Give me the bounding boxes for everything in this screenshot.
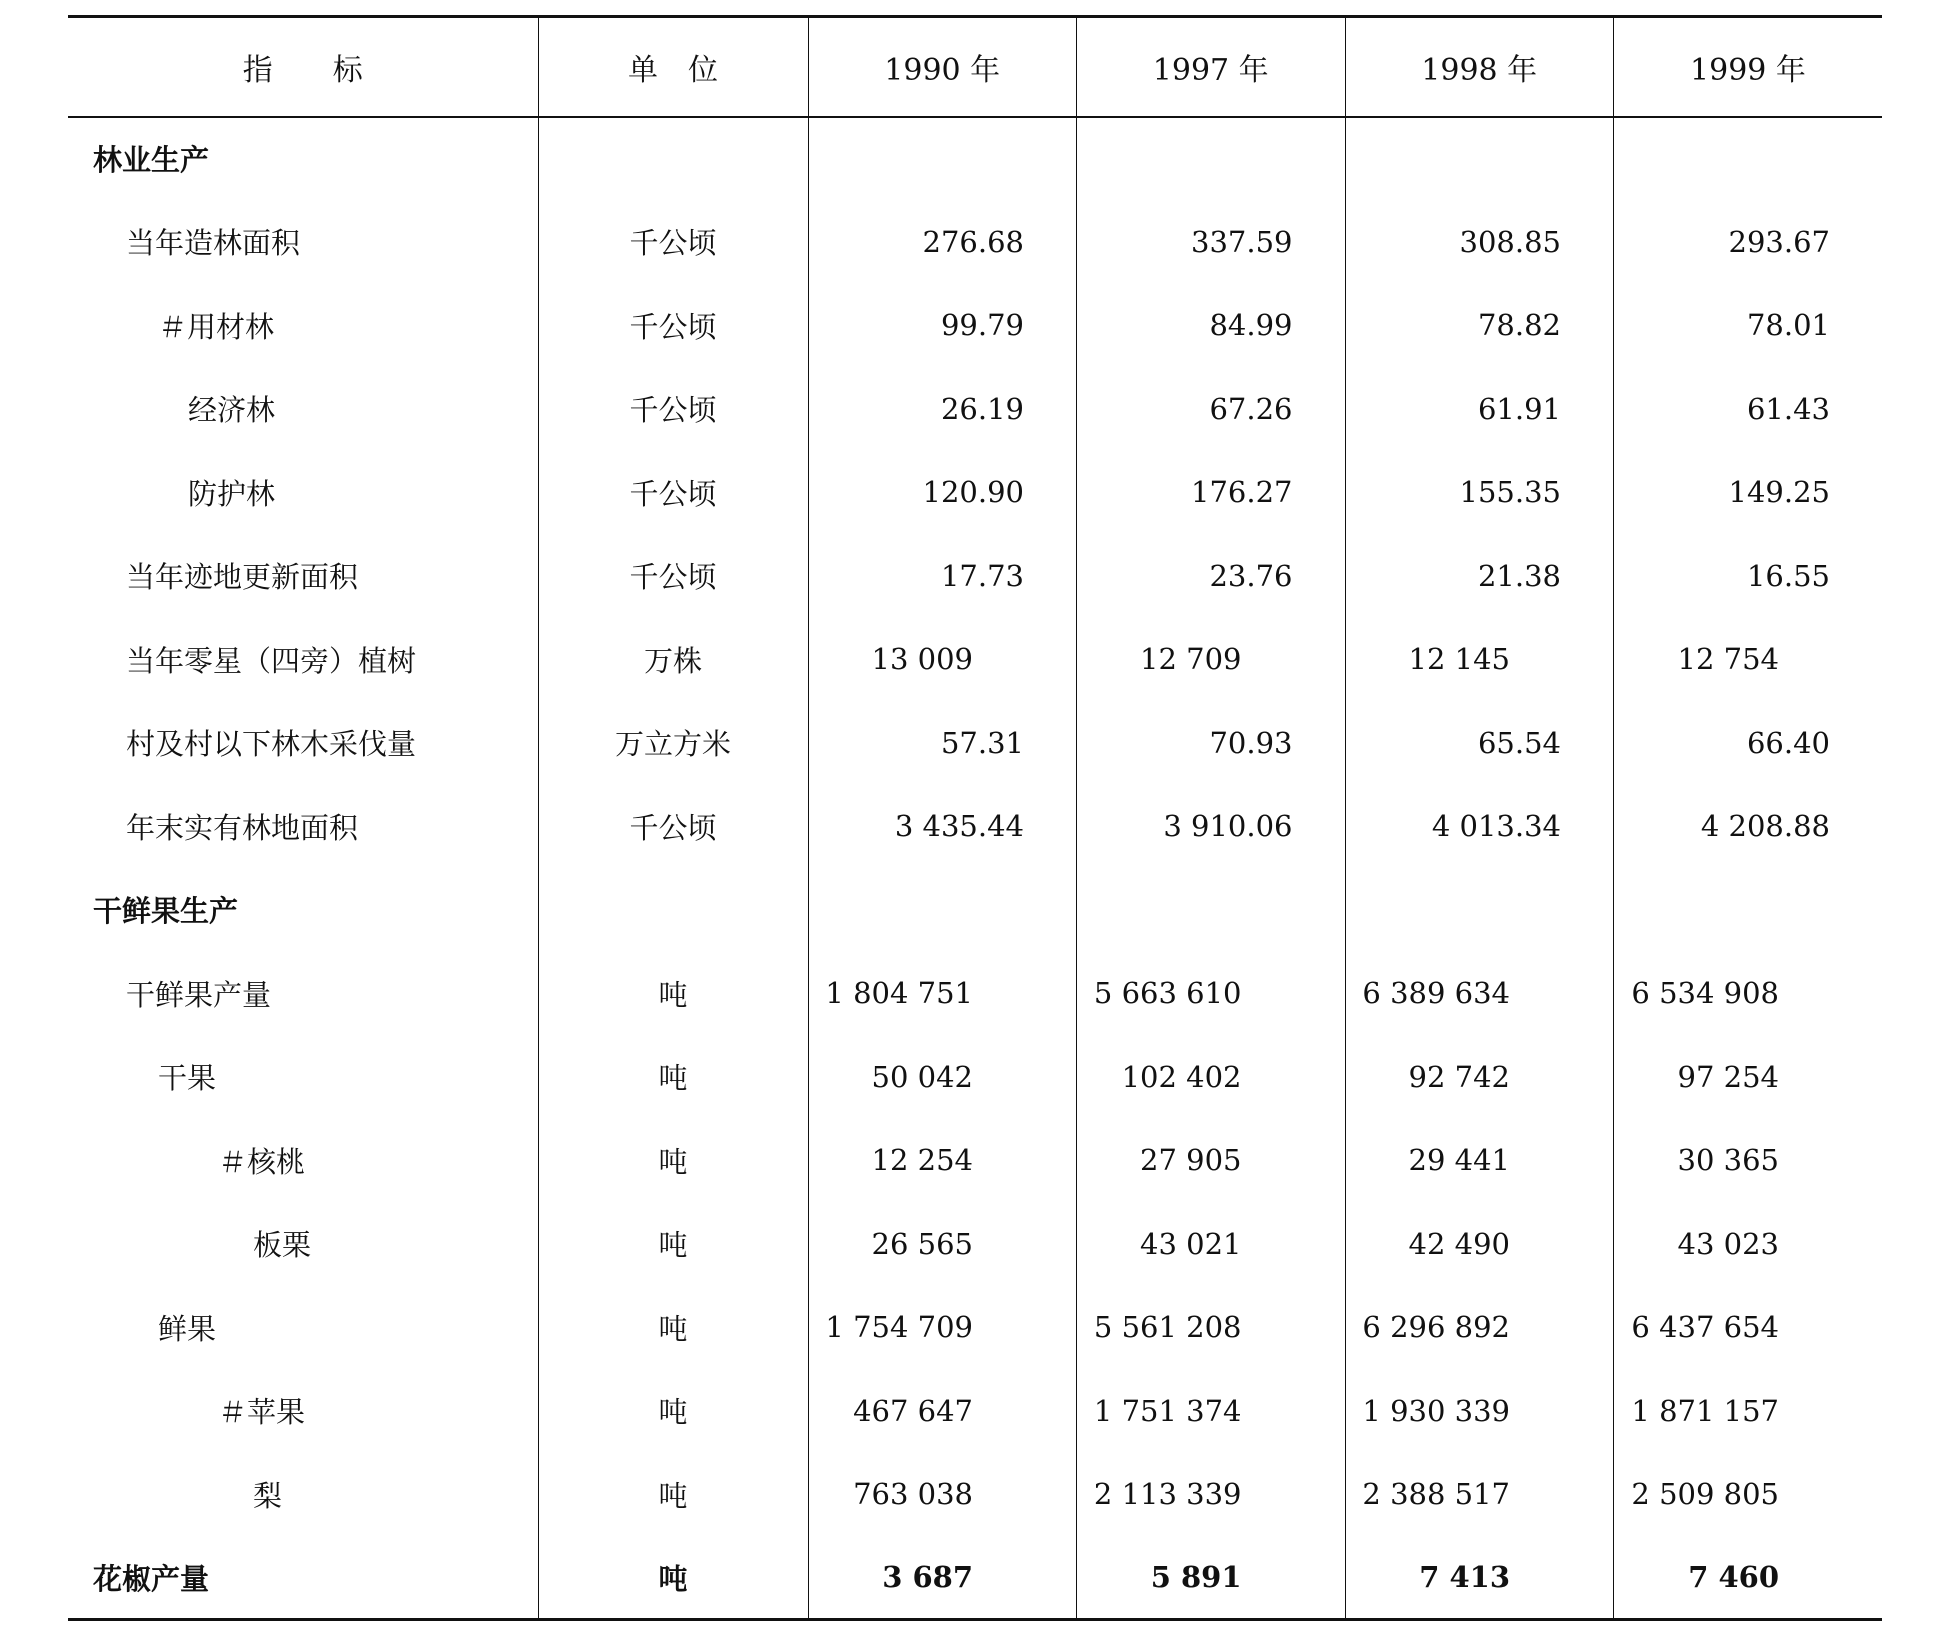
value-1999: 293.67 bbox=[1614, 200, 1883, 284]
table-cell bbox=[808, 117, 1077, 201]
value-1998: 155.35 bbox=[1345, 451, 1614, 535]
row-indicator: 经济林 bbox=[188, 393, 276, 428]
row-indicator: 年末实有林地面积 bbox=[126, 810, 359, 845]
value-1990: 763 038 bbox=[808, 1453, 1077, 1537]
value-1990: 276.68 bbox=[808, 200, 1077, 284]
value-1997: 3 910.06 bbox=[1077, 785, 1346, 869]
row-unit: 千公顷 bbox=[538, 451, 808, 535]
header-unit: 单 位 bbox=[538, 17, 808, 117]
value-1998: 6 389 634 bbox=[1345, 952, 1614, 1036]
table-header bbox=[68, 17, 1882, 117]
row-unit: 吨 bbox=[538, 1453, 808, 1537]
value-1990: 120.90 bbox=[808, 451, 1077, 535]
table-row bbox=[68, 534, 1882, 618]
value-1999: 2 509 805 bbox=[1614, 1453, 1883, 1537]
value-1990: 57.31 bbox=[808, 701, 1077, 785]
value-1999: 4 208.88 bbox=[1614, 785, 1883, 869]
table-cell bbox=[808, 868, 1077, 952]
header-year-1997: 1997 年 bbox=[1077, 17, 1346, 117]
value-1997: 5 891 bbox=[1077, 1536, 1346, 1620]
table-cell bbox=[1077, 868, 1346, 952]
value-1998: 12 145 bbox=[1345, 618, 1614, 702]
table-row bbox=[68, 1035, 1882, 1119]
table-row bbox=[68, 200, 1882, 284]
value-1997: 5 561 208 bbox=[1077, 1286, 1346, 1370]
value-1998: 61.91 bbox=[1345, 367, 1614, 451]
value-1990: 1 804 751 bbox=[808, 952, 1077, 1036]
value-1999: 12 754 bbox=[1614, 618, 1883, 702]
value-1999: 6 437 654 bbox=[1614, 1286, 1883, 1370]
section-row bbox=[68, 117, 1882, 201]
value-1998: 7 413 bbox=[1345, 1536, 1614, 1620]
row-unit: 吨 bbox=[538, 952, 808, 1036]
value-1998: 4 013.34 bbox=[1345, 785, 1614, 869]
table-row bbox=[68, 1453, 1882, 1537]
row-unit: 千公顷 bbox=[538, 284, 808, 368]
table-row bbox=[68, 785, 1882, 869]
value-1998: 6 296 892 bbox=[1345, 1286, 1614, 1370]
value-1990: 3 435.44 bbox=[808, 785, 1077, 869]
value-1990: 99.79 bbox=[808, 284, 1077, 368]
value-1998: 29 441 bbox=[1345, 1119, 1614, 1203]
value-1998: 65.54 bbox=[1345, 701, 1614, 785]
row-indicator: 梨 bbox=[253, 1478, 283, 1513]
table-cell bbox=[1345, 868, 1614, 952]
table-cell bbox=[1614, 868, 1883, 952]
row-indicator: 当年零星（四旁）植树 bbox=[126, 643, 417, 678]
value-1999: 30 365 bbox=[1614, 1119, 1883, 1203]
value-1997: 176.27 bbox=[1077, 451, 1346, 535]
row-indicator: ＃苹果 bbox=[218, 1395, 306, 1430]
table-row bbox=[68, 1286, 1882, 1370]
row-indicator: 花椒产量 bbox=[68, 1536, 538, 1620]
table-row bbox=[68, 952, 1882, 1036]
table-row bbox=[68, 701, 1882, 785]
row-unit: 万立方米 bbox=[538, 701, 808, 785]
value-1997: 2 113 339 bbox=[1077, 1453, 1346, 1537]
row-indicator: 林业生产 bbox=[93, 143, 210, 178]
value-1990: 1 754 709 bbox=[808, 1286, 1077, 1370]
value-1990: 26 565 bbox=[808, 1202, 1077, 1286]
value-1998: 42 490 bbox=[1345, 1202, 1614, 1286]
row-unit: 吨 bbox=[538, 1202, 808, 1286]
row-indicator: 板栗 bbox=[253, 1228, 312, 1263]
row-indicator: ＃用材林 bbox=[158, 309, 275, 344]
row-unit: 千公顷 bbox=[538, 534, 808, 618]
table-cell bbox=[1614, 117, 1883, 201]
value-1997: 337.59 bbox=[1077, 200, 1346, 284]
value-1997: 43 021 bbox=[1077, 1202, 1346, 1286]
value-1999: 66.40 bbox=[1614, 701, 1883, 785]
value-1997: 23.76 bbox=[1077, 534, 1346, 618]
row-unit bbox=[538, 868, 808, 952]
value-1998: 2 388 517 bbox=[1345, 1453, 1614, 1537]
value-1997: 84.99 bbox=[1077, 284, 1346, 368]
value-1997: 1 751 374 bbox=[1077, 1369, 1346, 1453]
row-unit: 吨 bbox=[538, 1286, 808, 1370]
value-1990: 467 647 bbox=[808, 1369, 1077, 1453]
row-unit: 吨 bbox=[538, 1536, 808, 1620]
row-indicator: ＃核桃 bbox=[218, 1144, 306, 1179]
total-row bbox=[68, 1536, 1882, 1620]
row-indicator: 当年造林面积 bbox=[126, 226, 301, 261]
value-1997: 102 402 bbox=[1077, 1035, 1346, 1119]
value-1990: 3 687 bbox=[808, 1536, 1077, 1620]
table-row bbox=[68, 451, 1882, 535]
value-1999: 78.01 bbox=[1614, 284, 1883, 368]
row-indicator: 村及村以下林木采伐量 bbox=[126, 727, 417, 762]
row-unit: 千公顷 bbox=[538, 200, 808, 284]
table-row bbox=[68, 618, 1882, 702]
row-unit: 吨 bbox=[538, 1035, 808, 1119]
table-row bbox=[68, 1119, 1882, 1203]
row-unit: 千公顷 bbox=[538, 367, 808, 451]
section-row bbox=[68, 868, 1882, 952]
value-1999: 61.43 bbox=[1614, 367, 1883, 451]
value-1999: 7 460 bbox=[1614, 1536, 1883, 1620]
row-unit bbox=[538, 117, 808, 201]
header-year-1998: 1998 年 bbox=[1345, 17, 1614, 117]
row-unit: 万株 bbox=[538, 618, 808, 702]
value-1990: 26.19 bbox=[808, 367, 1077, 451]
value-1990: 17.73 bbox=[808, 534, 1077, 618]
value-1999: 16.55 bbox=[1614, 534, 1883, 618]
value-1998: 78.82 bbox=[1345, 284, 1614, 368]
value-1998: 308.85 bbox=[1345, 200, 1614, 284]
row-indicator: 防护林 bbox=[188, 476, 276, 511]
value-1999: 97 254 bbox=[1614, 1035, 1883, 1119]
table-row bbox=[68, 284, 1882, 368]
table-cell bbox=[1345, 117, 1614, 201]
row-unit: 千公顷 bbox=[538, 785, 808, 869]
row-unit: 吨 bbox=[538, 1369, 808, 1453]
header-year-1990: 1990 年 bbox=[808, 17, 1077, 117]
row-indicator: 干鲜果产量 bbox=[126, 977, 272, 1012]
value-1999: 149.25 bbox=[1614, 451, 1883, 535]
value-1997: 70.93 bbox=[1077, 701, 1346, 785]
value-1999: 1 871 157 bbox=[1614, 1369, 1883, 1453]
row-indicator: 干鲜果生产 bbox=[93, 894, 239, 929]
value-1997: 5 663 610 bbox=[1077, 952, 1346, 1036]
value-1998: 21.38 bbox=[1345, 534, 1614, 618]
header-indicator: 指 标 bbox=[68, 17, 538, 117]
row-indicator: 鲜果 bbox=[158, 1311, 217, 1346]
value-1999: 43 023 bbox=[1614, 1202, 1883, 1286]
value-1990: 12 254 bbox=[808, 1119, 1077, 1203]
header-row bbox=[68, 17, 1882, 117]
table-body bbox=[68, 117, 1882, 1620]
header-year-1999: 1999 年 bbox=[1614, 17, 1883, 117]
value-1990: 13 009 bbox=[808, 618, 1077, 702]
row-unit: 吨 bbox=[538, 1119, 808, 1203]
value-1998: 1 930 339 bbox=[1345, 1369, 1614, 1453]
value-1997: 12 709 bbox=[1077, 618, 1346, 702]
value-1999: 6 534 908 bbox=[1614, 952, 1883, 1036]
value-1998: 92 742 bbox=[1345, 1035, 1614, 1119]
row-indicator: 当年迹地更新面积 bbox=[126, 560, 359, 595]
value-1997: 67.26 bbox=[1077, 367, 1346, 451]
forestry-statistics-table bbox=[68, 15, 1882, 1621]
table-cell bbox=[1077, 117, 1346, 201]
table-row bbox=[68, 367, 1882, 451]
row-indicator: 干果 bbox=[158, 1061, 217, 1096]
value-1990: 50 042 bbox=[808, 1035, 1077, 1119]
table-row bbox=[68, 1369, 1882, 1453]
table-row bbox=[68, 1202, 1882, 1286]
value-1997: 27 905 bbox=[1077, 1119, 1346, 1203]
